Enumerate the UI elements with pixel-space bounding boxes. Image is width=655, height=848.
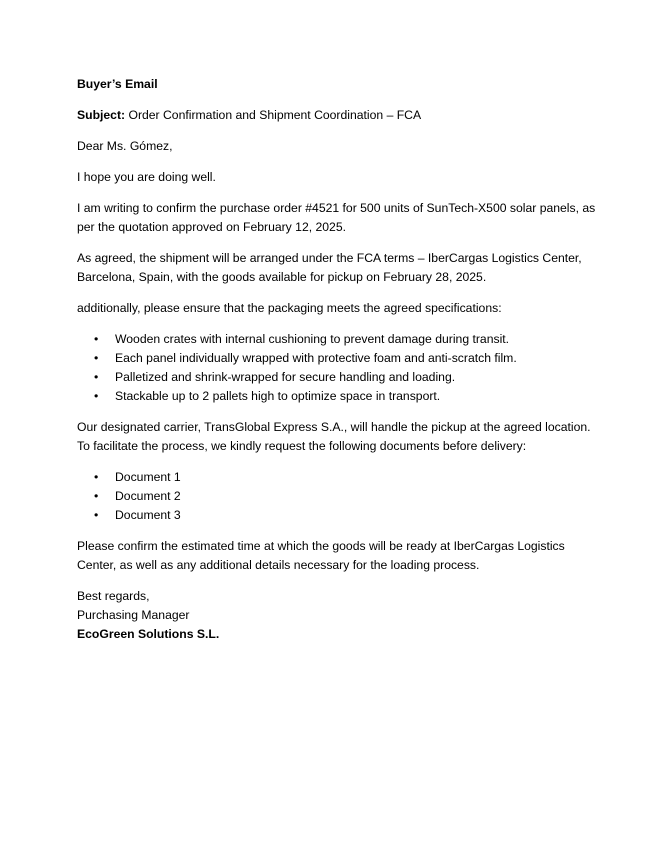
list-item: [77, 487, 597, 506]
list-item: [77, 330, 597, 349]
list-item-text: Document 1: [115, 470, 181, 484]
bullet-icon: •: [94, 351, 99, 365]
greeting: Dear Ms. Gómez,: [77, 139, 173, 153]
list-item: [77, 349, 597, 368]
bullet-icon: •: [94, 470, 99, 484]
list-item-text: Palletized and shrink-wrapped for secure handling and loading.: [115, 370, 456, 384]
order-paragraph: I am writing to confirm the purchase order #4521 for 500 units of SunTech-X500 solar panels, as per the quotation approved on February 12, 2025.: [77, 201, 596, 234]
bullet-icon: •: [94, 370, 99, 384]
subject-text: Order Confirmation and Shipment Coordination – FCA: [125, 108, 422, 122]
email-document: [77, 75, 597, 644]
list-item: [77, 368, 597, 387]
confirm-paragraph: Please confirm the estimated time at which the goods will be ready at IberCargas Logistics Center, as well as any additional details necessary for the loading process.: [77, 539, 565, 572]
list-item-text: Wooden crates with internal cushioning to prevent damage during transit.: [115, 332, 510, 346]
documents-list: [77, 468, 597, 525]
signature-block: [77, 587, 597, 644]
opening-line: I hope you are doing well.: [77, 170, 216, 184]
company-name: EcoGreen Solutions S.L.: [77, 627, 220, 641]
email-heading: Buyer’s Email: [77, 77, 158, 91]
signer-title: Purchasing Manager: [77, 608, 190, 622]
closing: Best regards,: [77, 589, 150, 603]
subject-line: [77, 106, 597, 125]
list-item-text: Each panel individually wrapped with protective foam and anti-scratch film.: [115, 351, 517, 365]
subject-label: Subject:: [77, 108, 126, 122]
bullet-icon: •: [94, 489, 99, 503]
list-item-text: Stackable up to 2 pallets high to optimize space in transport.: [115, 389, 441, 403]
list-item: [77, 468, 597, 487]
list-item-text: Document 3: [115, 508, 181, 522]
bullet-icon: •: [94, 332, 99, 346]
list-item: [77, 506, 597, 525]
bullet-icon: •: [94, 389, 99, 403]
packaging-list: [77, 330, 597, 406]
fca-paragraph: As agreed, the shipment will be arranged under the FCA terms – IberCargas Logistics Center, Barcelona, Spain, with the goods available for pickup on February 28, 2025.: [77, 251, 582, 284]
list-item: [77, 387, 597, 406]
list-item-text: Document 2: [115, 489, 181, 503]
bullet-icon: •: [94, 508, 99, 522]
carrier-paragraph: Our designated carrier, TransGlobal Express S.A., will handle the pickup at the agreed location. To facilitate the process, we kindly request the following documents before delivery:: [77, 420, 591, 453]
packaging-intro: additionally, please ensure that the packaging meets the agreed specifications:: [77, 301, 502, 315]
